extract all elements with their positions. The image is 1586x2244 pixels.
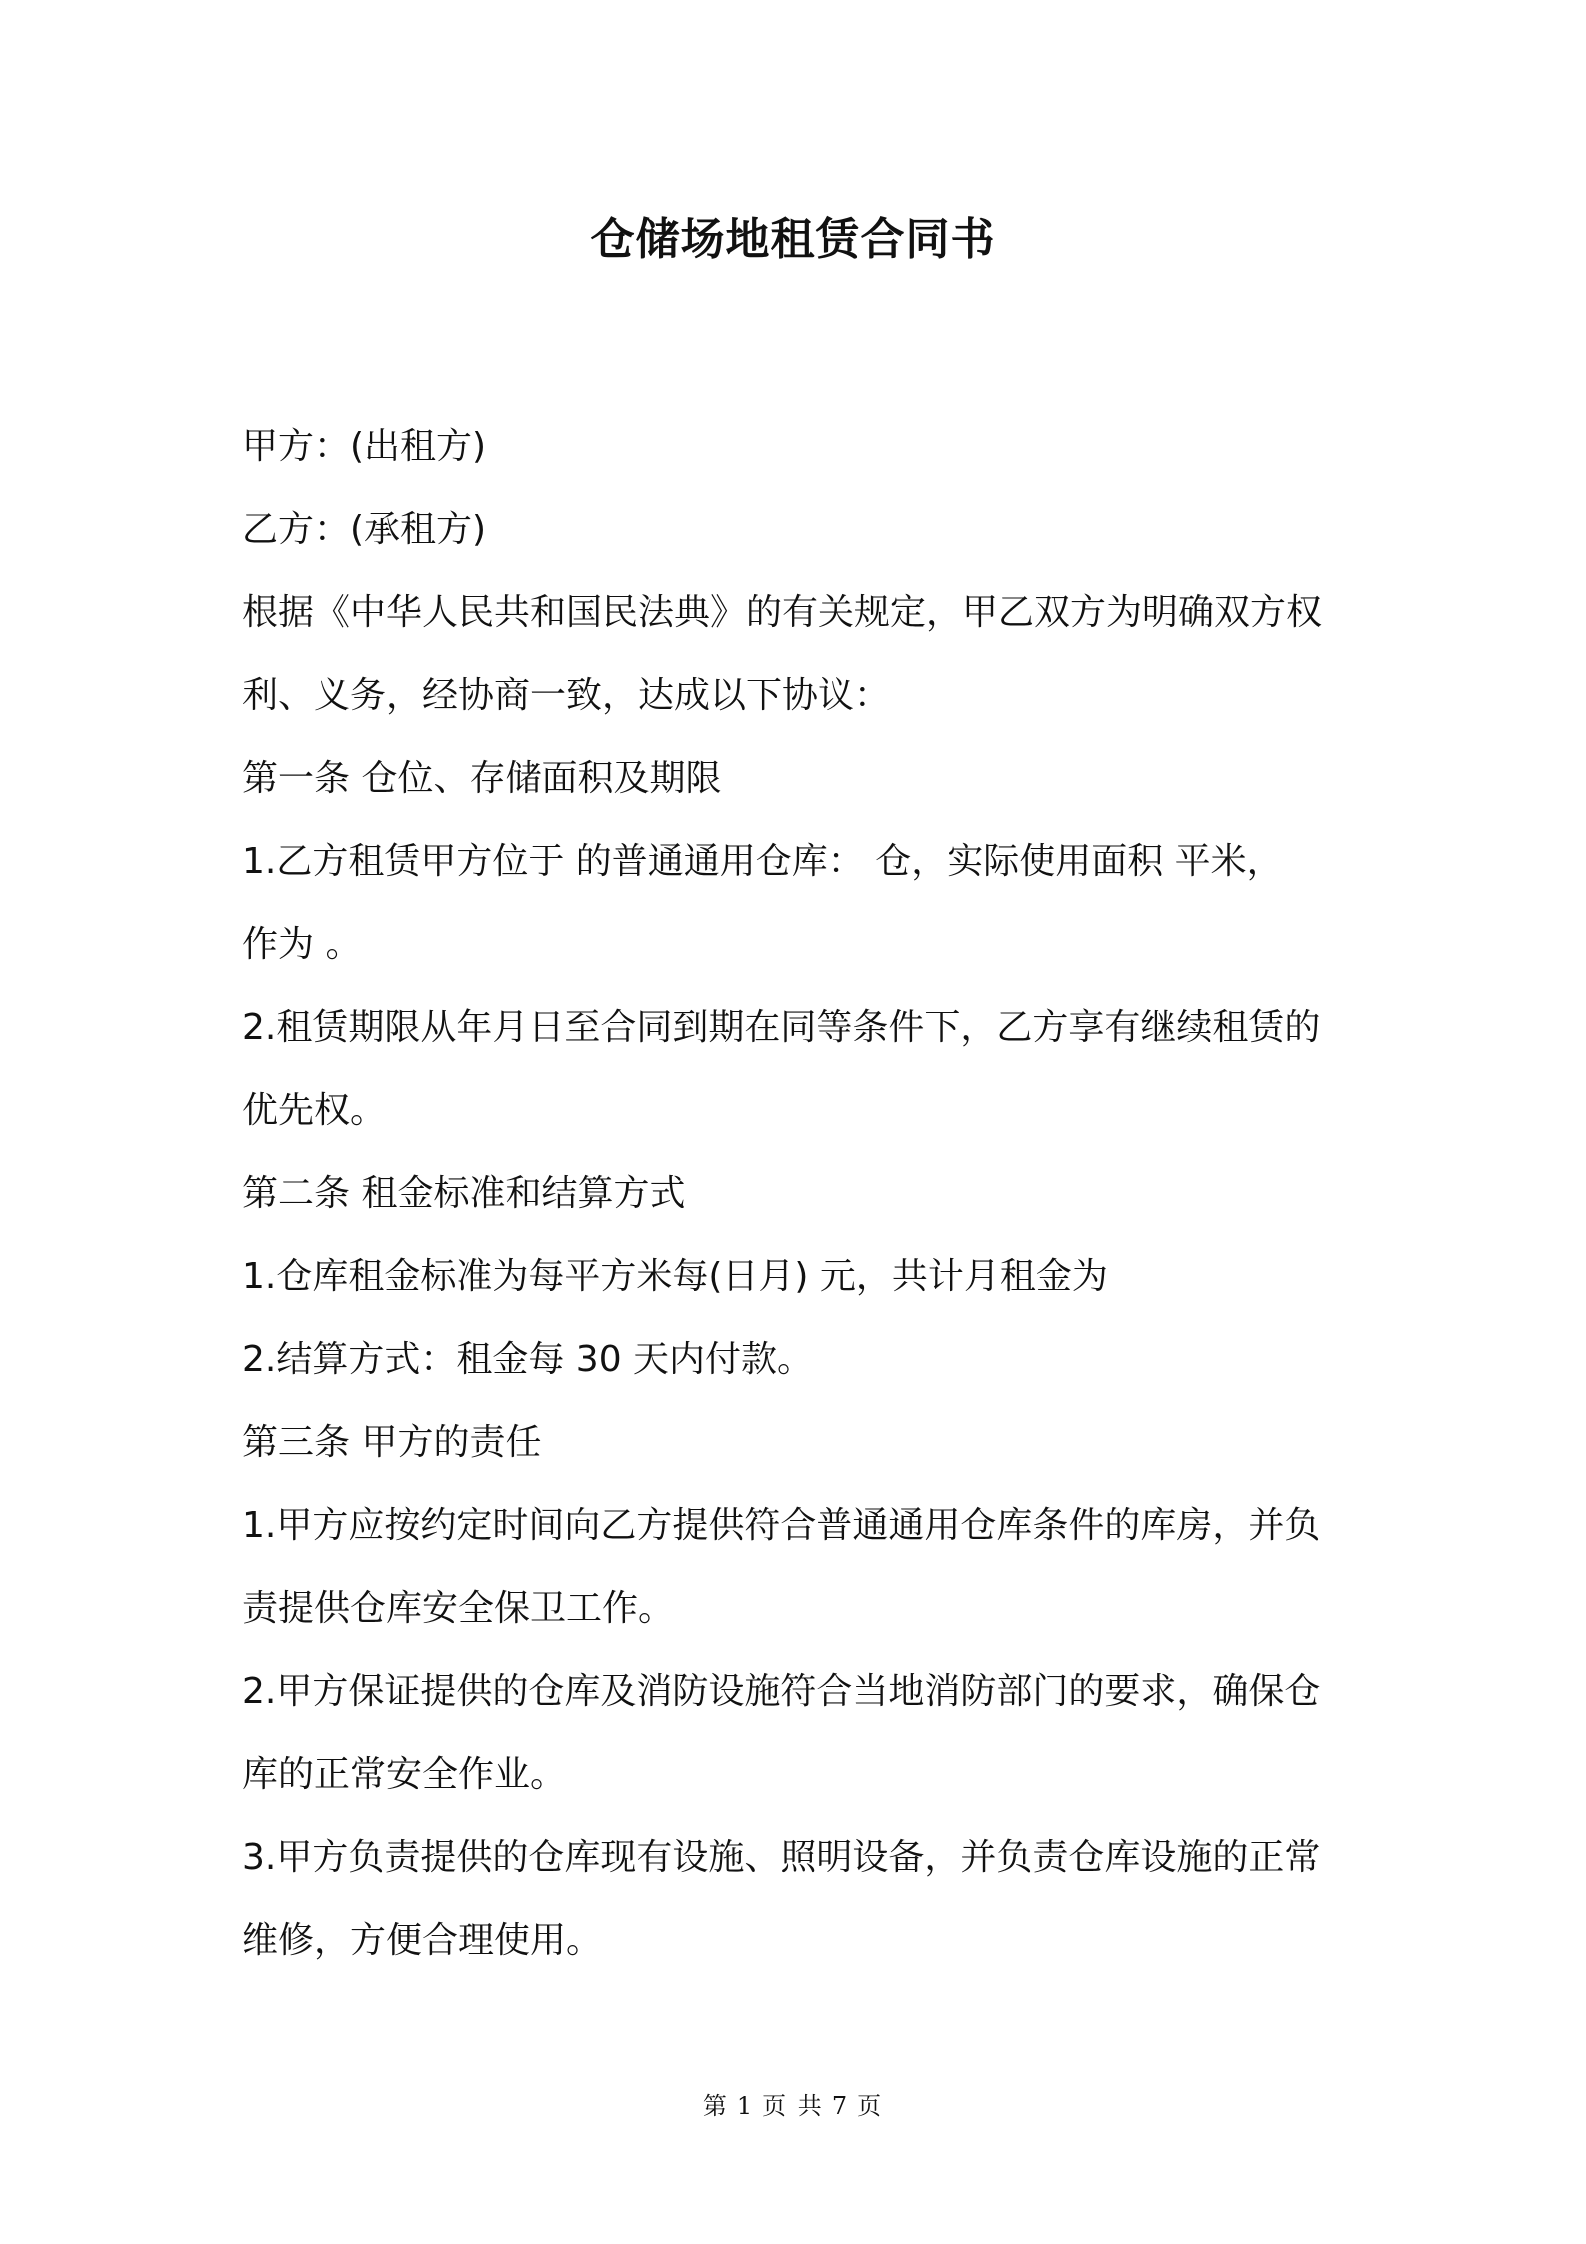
article-heading: 第一条 仓位、存储面积及期限 xyxy=(242,758,722,799)
page-label-suffix: 页 xyxy=(857,2092,884,2120)
clause-line: 维修，方便合理使用。 xyxy=(242,1920,603,1961)
clause-line: 作为 。 xyxy=(242,924,362,965)
page-footer xyxy=(0,2090,1586,2122)
clause-line: 优先权。 xyxy=(242,1090,387,1131)
clause-line: 1.乙方租赁甲方位于 的普通通用仓库： 仓，实际使用面积 平米， xyxy=(242,841,1283,882)
clause-line: 1.甲方应按约定时间向乙方提供符合普通通用仓库条件的库房，并负 xyxy=(242,1505,1321,1546)
article-heading: 第二条 租金标准和结算方式 xyxy=(242,1173,686,1214)
preamble-line: 利、义务，经协商一致，达成以下协议： xyxy=(242,675,891,716)
clause-line: 2.结算方式：租金每 30 天内付款。 xyxy=(242,1339,814,1380)
clause-line: 库的正常安全作业。 xyxy=(242,1754,567,1795)
total-pages: 7 xyxy=(831,2092,850,2120)
page-label-mid: 页 共 xyxy=(762,2092,824,2120)
document-title: 仓储场地租赁合同书 xyxy=(590,214,996,265)
clause-line: 2.甲方保证提供的仓库及消防设施符合当地消防部门的要求，确保仓 xyxy=(242,1671,1321,1712)
clause-line: 责提供仓库安全保卫工作。 xyxy=(242,1588,675,1629)
clause-line: 2.租赁期限从年月日至合同到期在同等条件下，乙方享有继续租赁的 xyxy=(242,1007,1321,1048)
article-heading: 第三条 甲方的责任 xyxy=(242,1422,542,1463)
clause-line: 3.甲方负责提供的仓库现有设施、照明设备，并负责仓库设施的正常 xyxy=(242,1837,1321,1878)
page-label-prefix: 第 xyxy=(702,2092,729,2120)
party-b-line: 乙方：(承租方) xyxy=(242,509,487,550)
party-a-line: 甲方：(出租方) xyxy=(242,426,487,467)
page-number: 1 xyxy=(736,2092,755,2120)
preamble-line: 根据《中华人民共和国民法典》的有关规定，甲乙双方为明确双方权 xyxy=(242,592,1323,633)
document-body xyxy=(242,405,1352,1982)
clause-line: 1.仓库租金标准为每平方米每(日月) 元，共计月租金为 xyxy=(242,1256,1108,1297)
